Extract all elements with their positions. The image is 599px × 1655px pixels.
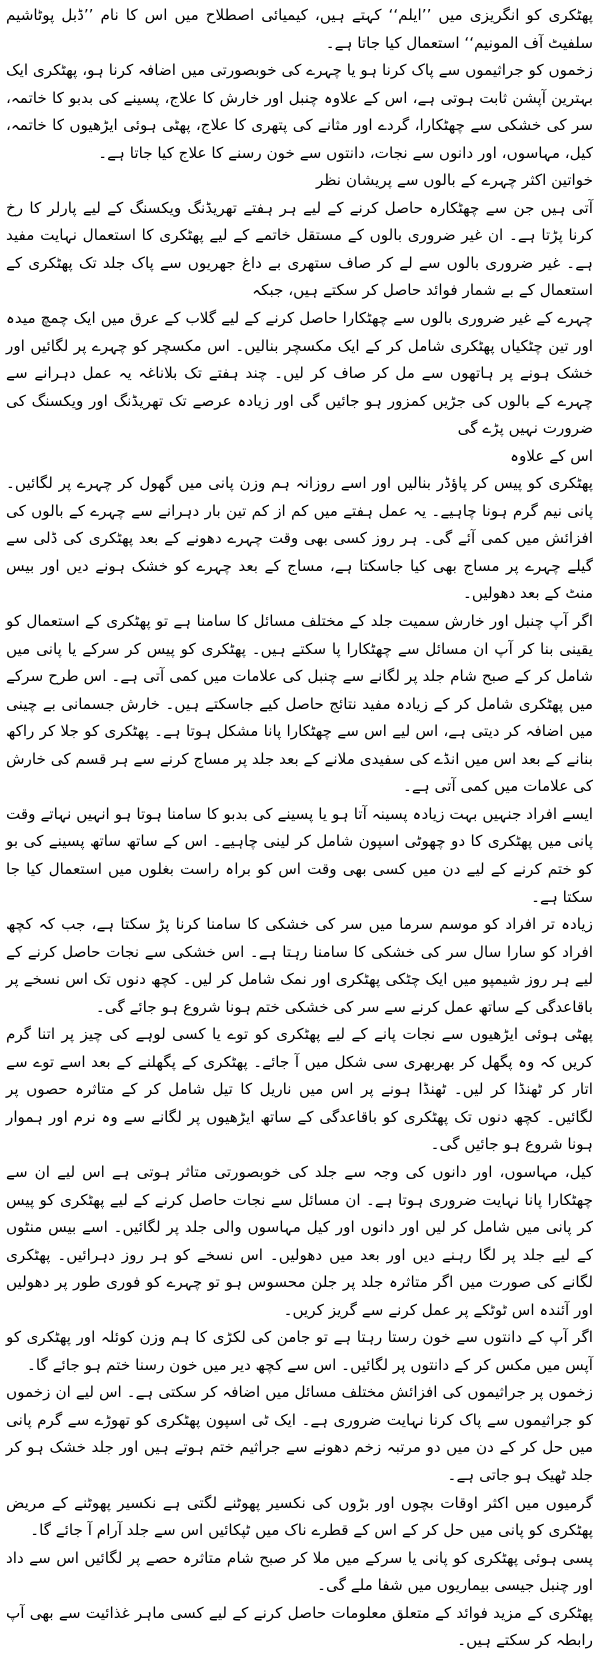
uses-paragraph: زخموں کو جراثیموں سے پاک کرنا ہو یا چہرے کی خوبصورتی میں اضافہ کرنا ہو، پھٹکری ایک بہترین آپشن ثابت ہوتی ہے، اس کے علاوہ چنبل اور خارش کا علاج، پسینے کی بدبو کا خاتمہ، سر کی خشکی سے چھٹکارا، گردے اور مثانے کی پتھری کا علاج، پھٹی ہوئی ایڑھیوں کا خاتمہ، کیل، مہاسوں، اور دانوں سے نجات، دانتوں سے خون رسنے کا علاج کیا جاتا ہے۔ [6,61,593,162]
powder-remedy-paragraph: پھٹکری کو پیس کر پاؤڈر بنالیں اور اسے روزانہ ہم وزن پانی میں گھول کر چہرے پر لگائیں۔ پانی نیم گرم ہونا چاہیے۔ یہ عمل ہفتے میں کم از کم تین بار دہرانے سے چہرے کے بالوں کی افزائش میں کمی آئے گی۔ ہر روز کسی بھی وقت چہرے دھونے کے بعد پھٹکری کی ڈلی سے گیلے چہرے پر مساج بھی کیا جاسکتا ہے، مساج کے بعد چہرے کو خشک ہونے دیں اور بیس منٹ کے بعد دھولیں۔ [6,474,593,603]
cracked-heels-paragraph: پھٹی ہوئی ایڑھیوں سے نجات پانے کے لیے پھٹکری کو توے یا کسی لوہے کی چیز پر اتنا گرم کریں کہ وہ پگھل کر بھربھری سی شکل میں آ جائے۔ پھٹکری کے پگھلنے کے بعد اسے توے سے اتار کر ٹھنڈا کر لیں۔ ٹھنڈا ہونے پر اس میں ناریل کا تیل شامل کر کے متاثرہ حصوں پر لگائیں۔ کچھ دنوں تک پھٹکری کو باقاعدگی کے ساتھ ایڑھیوں پر لگانے سے وہ نرم اور ہموار ہونا شروع ہو جائیں گی۔ [6,1025,593,1154]
dandruff-paragraph: زیادہ تر افراد کو موسم سرما میں سر کی خشکی کا سامنا کرنا پڑ سکتا ہے، جب کہ کچھ افراد کو سارا سال سر کی خشکی کا سامنا رہتا ہے۔ اس خشکی سے نجات حاصل کرنے کے لیے ہر روز شیمپو میں ایک چٹکی پھٹکری اور نمک شامل کر لیں۔ کچھ دنوں تک اس نسخے پر باقاعدگی کے ساتھ عمل کرنے سے سر کی خشکی ختم ہونا شروع ہو جائے گی۔ [6,915,593,1016]
besides-paragraph: اس کے علاوہ [510,446,593,465]
gum-bleeding-paragraph: اگر آپ کے دانتوں سے خون رستا رہتا ہے تو جامن کی لکڑی کا ہم وزن کوئلہ اور پھٹکری کو آپس میں مکس کر کے دانتوں پر لگائیں۔ اس سے کچھ دیر میں خون رسنا ختم ہو جائے گا۔ [6,1328,593,1374]
acne-paragraph: کیل، مہاسوں، اور دانوں کی وجہ سے جلد کی خوبصورتی متاثر ہوتی ہے اس لیے ان سے چھٹکارا پانا نہایت ضروری ہوتا ہے۔ ان مسائل سے نجات حاصل کرنے کے لیے پھٹکری کو پیس کر پانی میں شامل کر لیں اور دانوں اور کیل مہاسوں والی جلد پر لگائیں۔ اسے بیس منٹوں کے لیے جلد پر لگا رہنے دیں اور بعد میں دھولیں۔ اس نسخے کو ہر روز دہرائیں۔ پھٹکری لگانے کی صورت میں اگر متاثرہ جلد پر جلن محسوس ہو تو چہرے کو فوری طور پر دھولیں اور آئندہ اس ٹوٹکے پر عمل کرنے سے گریز کریں۔ [6,1162,593,1319]
facial-hair-remedy-paragraph: چہرے کے غیر ضروری بالوں سے چھٹکارا حاصل کرنے کے لیے گلاب کے عرق میں ایک چمچ میدہ اور تین چٹکیاں پھٹکری شامل کر کے ایک مکسچر بنالیں۔ اس مکسچر کو چہرے پر لگائیں اور خشک ہونے پر ہاتھوں سے مل کر صاف کر لیں۔ چند ہفتے تک بلاناغہ یہ عمل دہرانے سے چہرے کے بالوں کی جڑیں کمزور ہو جائیں گی اور زیادہ عرصے تک تھریڈنگ اور ویکسنگ کی ضرورت نہیں پڑے گی [6,309,593,438]
sweat-odor-paragraph: ایسے افراد جنہیں بہت زیادہ پسینہ آتا ہو یا پسینے کی بدبو کا سامنا ہوتا ہو انہیں نہاتے وقت پانی میں پھٹکری کا دو چھوٹی اسپون شامل کر لینی چاہیے۔ اس کے ساتھ ساتھ پسینے کی بو کو ختم کرنے کے لیے دن میں کسی بھی وقت اس کو براہ راست بغلوں میں استعمال کیا جا سکتا ہے۔ [6,804,593,906]
wound-care-paragraph: زخموں پر جراثیموں کی افزائش مختلف مسائل میں اضافہ کر سکتی ہے۔ اس لیے ان زخموں کو جراثیموں سے پاک کرنا نہایت ضروری ہے۔ ایک ٹی اسپون پھٹکری کو تھوڑے سے گرم پانی میں حل کر کے دن میں دو مرتبہ زخم دھونے سے جراثیم ختم ہوتے ہیں اور جلد خشک ہو کر جلد ٹھیک ہو جاتی ہے۔ [6,1383,593,1484]
facial-hair-lead-paragraph: خواتین اکثر چہرے کے بالوں سے پریشان نظر [315,171,593,190]
intro-paragraph: پھٹکری کو انگریزی میں ’’ایلم‘‘ کہتے ہیں، کیمیائی اصطلاح میں اس کا نام ’’ڈبل پوٹاشیم سلفیٹ آف المونیم‘‘ استعمال کیا جاتا ہے۔ [6,6,593,52]
closing-paragraph: پھٹکری کے مزید فوائد کے متعلق معلومات حاصل کرنے کے لیے کسی ماہر غذائیت سے بھی آپ رابطہ کر سکتے ہیں۔ [6,1603,593,1650]
ringworm-paragraph: پسی ہوئی پھٹکری کو پانی یا سرکے میں ملا کر صبح شام متاثرہ حصے پر لگائیں اس سے داد اور چنبل جیسی بیماریوں میں شفا ملے گی۔ [6,1548,593,1595]
nosebleed-paragraph: گرمیوں میں اکثر اوقات بچوں اور بڑوں کی نکسیر پھوٹنے لگتی ہے نکسیر پھوٹنے کے مریض پھٹکری کو پانی میں حل کر کے اس کے قطرے ناک میں ٹپکائیں اس سے جلد آرام آ جائے گا۔ [6,1493,593,1540]
eczema-itching-paragraph: اگر آپ چنبل اور خارش سمیت جلد کے مختلف مسائل کا سامنا ہے تو پھٹکری کے استعمال کو یقینی بنا کر آپ ان مسائل سے چھٹکارا پا سکتے ہیں۔ پھٹکری کو پیس کر سرکے یا پانی میں شامل کر کے صبح شام جلد پر لگانے سے چنبل کی علامات میں کمی آتی ہے۔ اس طرح سرکے میں پھٹکری شامل کر کے زیادہ مفید نتائج حاصل کیے جاسکتے ہیں۔ خارش جسمانی بے چینی میں اضافہ کر دیتی ہے، اس لیے اس سے چھٹکارا پانا مشکل ہوتا ہے۔ پھٹکری کو جلا کر راکھ بنانے کے بعد اس میں انڈے کی سفیدی ملانے کے بعد جلد پر مساج کرنے سے ہر قسم کی خارش کی علامات میں کمی آتی ہے۔ [6,612,593,796]
facial-hair-paragraph: آتی ہیں جن سے چھٹکارہ حاصل کرنے کے لیے ہر ہفتے تھریڈنگ ویکسنگ کے لیے پارلر کا رخ کرنا پڑتا ہے۔ ان غیر ضروری بالوں کے مستقل خاتمے کے لیے پھٹکری کا استعمال نہایت مفید ہے۔ غیر ضروری بالوں سے لے کر صاف ستھری بے داغ جھریوں سے پاک جلد تک پھٹکری کے استعمال کے بے شمار فوائد حاصل کر سکتے ہیں، جبکہ [6,198,593,300]
